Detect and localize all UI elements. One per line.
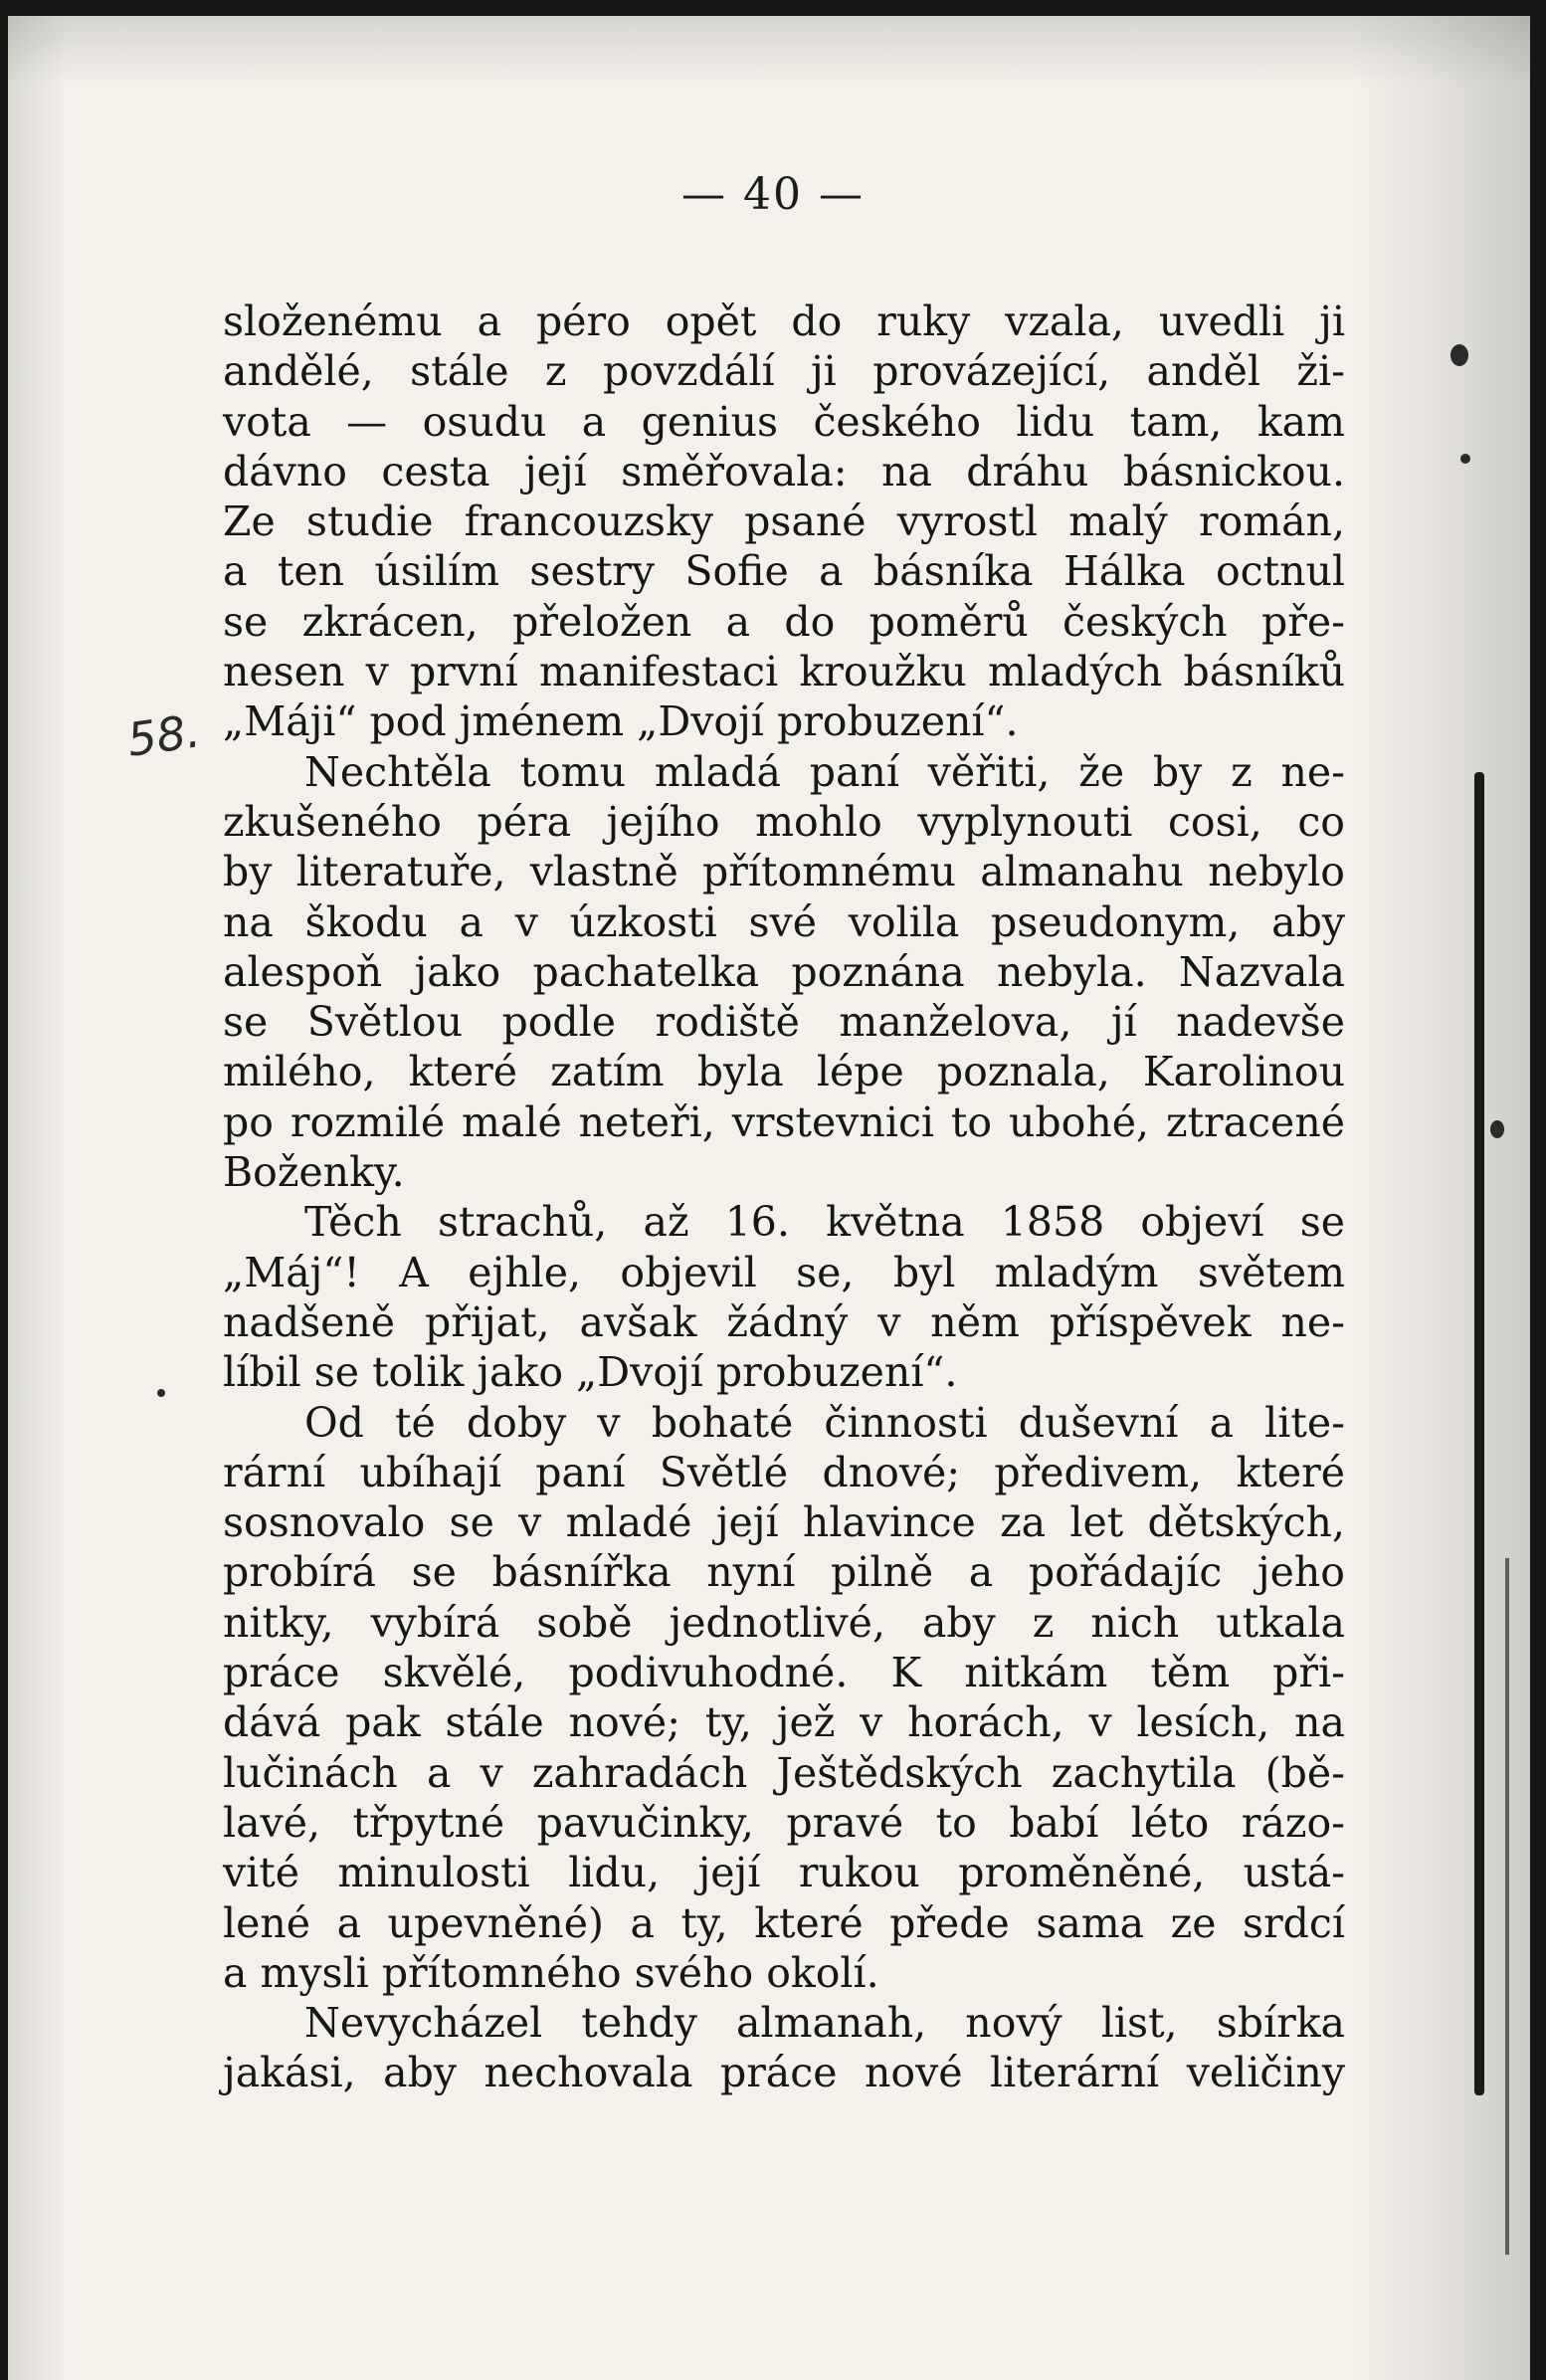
text-line: probírá se básnířka nyní pilně a pořádajíc jeho <box>223 1548 1345 1597</box>
text-line: Boženky. <box>223 1148 405 1197</box>
binding-fold-line <box>1474 772 1484 2095</box>
ink-speck <box>1450 344 1468 366</box>
text-line: Těch strachů, až 16. května 1858 objeví se <box>304 1198 1345 1247</box>
ink-speck <box>1460 454 1470 464</box>
page-edge-shadow-top <box>8 16 1530 86</box>
text-line: na škodu a v úzkosti své volila pseudonym, aby <box>223 897 1345 946</box>
text-line: sosnovalo se v mladé její hlavince za let dětských, <box>223 1498 1345 1547</box>
text-line: Nechtěla tomu mladá paní věřiti, že by z ne- <box>304 747 1345 796</box>
text-line: lučinách a v zahradách Ještědských zachytila (bě- <box>223 1748 1345 1797</box>
text-line: a mysli přítomného svého okolí. <box>223 1948 879 1997</box>
page-number: — 40 — <box>681 169 865 220</box>
page-edge-shadow-right <box>1351 16 1530 2380</box>
text-line: zkušeného péra jejího mohlo vyplynouti cosi, co <box>223 797 1345 846</box>
text-line: dávno cesta její směřovala: na dráhu básnickou. <box>223 447 1345 496</box>
text-line: jakási, aby nechovala práce nové literární veličiny <box>223 2049 1345 2097</box>
page-edge-shadow-left <box>8 16 68 2380</box>
text-line: se Světlou podle rodiště manželova, jí nadevše <box>223 998 1345 1047</box>
text-line: po rozmilé malé neteři, vrstevnici to ubohé, ztracené <box>223 1097 1345 1146</box>
text-line: nadšeně přijat, avšak žádný v něm příspěvek ne- <box>223 1297 1345 1346</box>
text-line: nitky, vybírá sobě jednotlivé, aby z nich utkala <box>223 1598 1345 1647</box>
text-line: Od té doby v bohaté činnosti duševní a lite- <box>304 1398 1345 1447</box>
text-line: se zkrácen, přeložen a do poměrů českých pře- <box>223 597 1345 646</box>
text-line: rární ubíhají paní Světlé dnové; předivem, které <box>223 1448 1345 1496</box>
body-text <box>223 297 1345 2098</box>
text-line: milého, které zatím byla lépe poznala, Karolinou <box>223 1048 1345 1096</box>
text-line: a ten úsilím sestry Sofie a básníka Hálka octnul <box>223 547 1345 596</box>
text-line: líbil se tolik jako „Dvojí probuzení“. <box>223 1348 958 1397</box>
text-line: složenému a péro opět do ruky vzala, uvedli ji <box>223 298 1345 345</box>
margin-handwritten-note: 58. <box>123 703 204 767</box>
text-line: dává pak stále nové; ty, jež v horách, v lesích, na <box>223 1698 1345 1747</box>
text-line: by literatuře, vlastně přítomnému almanahu nebylo <box>223 848 1345 896</box>
text-line: Nevycházel tehdy almanah, nový list, sbírka <box>304 1999 1345 2048</box>
text-line: „Máji“ pod jménem „Dvojí probuzení“. <box>223 697 1019 746</box>
text-line: alespoň jako pachatelka poznána nebyla. Nazvala <box>223 947 1345 996</box>
text-line: lavé, třpytné pavučinky, pravé to babí léto rázo- <box>223 1798 1345 1847</box>
text-line: nesen v první manifestaci kroužku mladých básníků <box>223 648 1345 696</box>
text-line: vota — osudu a genius českého lidu tam, kam <box>223 397 1345 446</box>
text-line: „Máj“! A ejhle, objevil se, byl mladým světem <box>223 1248 1345 1296</box>
text-line: práce skvělé, podivuhodné. K nitkám těm při- <box>223 1649 1345 1697</box>
text-line: andělé, stále z povzdálí ji provázející, anděl ži- <box>223 347 1345 396</box>
ink-speck <box>1490 1120 1504 1138</box>
text-line: lené a upevněné) a ty, které přede sama ze srdcí <box>223 1898 1345 1947</box>
binding-fold-line-thin <box>1505 1558 1509 2255</box>
ink-speck <box>157 1389 165 1397</box>
text-line: vité minulosti lidu, její rukou proměněné, ustá- <box>223 1849 1345 1897</box>
text-line: Ze studie francouzsky psané vyrostl malý román, <box>223 497 1345 546</box>
